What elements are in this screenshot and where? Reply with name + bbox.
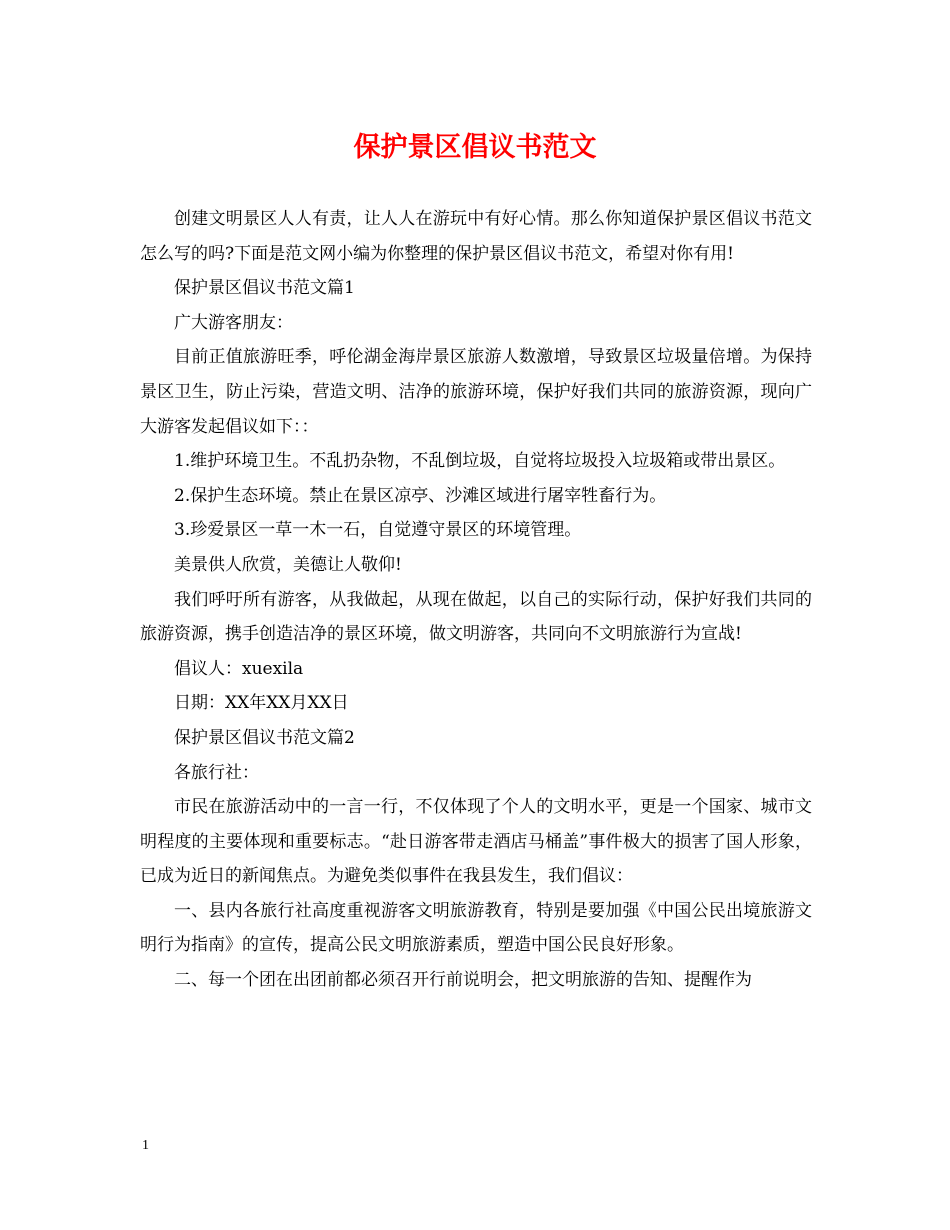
paragraph: 保护景区倡议书范文篇2 (174, 727, 355, 748)
paragraph: 二、每一个团在出团前都必须召开行前说明会，把文明旅游的告知、提醒作为 (174, 970, 752, 991)
paragraph: 3.珍爱景区一草一木一石，自觉遵守景区的环境管理。 (174, 520, 582, 541)
paragraph: 1.维护环境卫生。不乱扔杂物，不乱倒垃圾，自觉将垃圾投入垃圾箱或带出景区。 (174, 451, 786, 472)
paragraph: 各旅行社： (174, 762, 259, 783)
paragraph: 日期：XX年XX月XX日 (174, 693, 349, 714)
paragraph: 美景供人欣赏，美德让人敬仰! (174, 554, 402, 575)
paragraph: 2.保护生态环境。禁止在景区凉亭、沙滩区域进行屠宰牲畜行为。 (174, 485, 667, 506)
page-number: 1 (142, 1138, 149, 1153)
paragraph: 一、县内各旅行社高度重视游客文明旅游教育，特别是要加强《中国公民出境旅游文明行为指南》的宣传，提高公民文明旅游素质，塑造中国公民良好形象。 (140, 900, 812, 956)
paragraph: 创建文明景区人人有责，让人人在游玩中有好心情。那么你知道保护景区倡议书范文怎么写的吗?下面是范文网小编为你整理的保护景区倡议书范文，希望对你有用! (140, 209, 812, 264)
paragraph: 倡议人：xuexila (174, 658, 304, 679)
paragraph: 目前正值旅游旺季，呼伦湖金海岸景区旅游人数激增，导致景区垃圾量倍增。为保持景区卫生，防止污染，营造文明、洁净的旅游环境，保护好我们共同的旅游资源，现向广大游客发起倡议如下：： (140, 347, 812, 437)
document-body (140, 202, 812, 998)
document-title: 保护景区倡议书范文 (353, 132, 597, 163)
paragraph: 我们呼吁所有游客，从我做起，从现在做起，以自己的实际行动，保护好我们共同的旅游资源，携手创造洁净的景区环境，做文明游客，共同向不文明旅游行为宣战! (140, 589, 812, 645)
paragraph: 保护景区倡议书范文篇1 (174, 278, 355, 299)
paragraph: 广大游客朋友： (174, 312, 293, 333)
paragraph: 市民在旅游活动中的一言一行，不仅体现了个人的文明水平，更是一个国家、城市文明程度的主要体现和重要标志。“赴日游客带走酒店马桶盖”事件极大的损害了国人形象，已成为近日的新闻焦点。为避免类似事件在我县发生，我们倡议： (140, 797, 812, 887)
